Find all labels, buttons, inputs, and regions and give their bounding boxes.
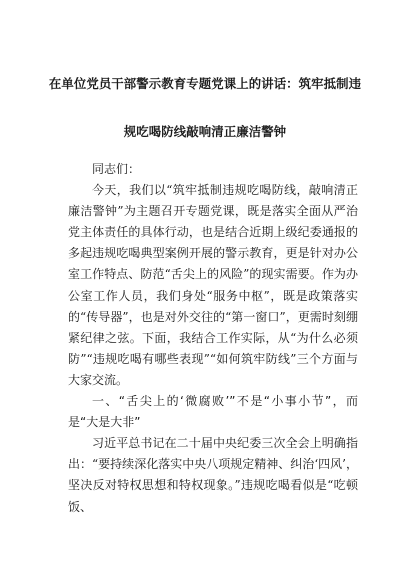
paragraph-1: 今天，我们以“筑牢抵制违规吃喝防线，敲响清正廉洁警钟”为主题召开专题党课，既是落实全面从严治党主体责任的具体行动，也是结合近期上级纪委通报的多起违规吃喝典型案例开展的警示教育，更是针对办公室工作特点、防范“舌尖上的风险”的现实需要。作为办公室工作人员，我们身处“服务中枢”，既是政策落实的“传导器”，也是对外交往的“第一窗口”，更需时刻绷紧纪律之弦。下面，我结合工作实际，从“为什么必须防”“违规吃喝有哪些表现”“如何筑牢防线”三个方面与大家交流。 — [68, 183, 358, 387]
document-title-line-2: 规吃喝防线敲响清正廉洁警钟 — [123, 124, 287, 139]
section-heading-1: 一、“舌尖上的‘微腐败’”不是“小事小节”，而是“大是大非” — [68, 394, 358, 430]
salutation: 同志们： — [92, 162, 141, 176]
paragraph-2: 习近平总书记在二十届中央纪委三次全会上明确指出：“要持续深化落实中央八项规定精神、纠治‘四风’，坚决反对特权思想和特权现象。”违规吃喝看似是“吃顿饭、 — [68, 436, 358, 514]
document-body — [68, 159, 358, 518]
document-title-line-1: 在单位党员干部警示教育专题党课上的讲话：筑牢抵制违 — [48, 76, 362, 91]
